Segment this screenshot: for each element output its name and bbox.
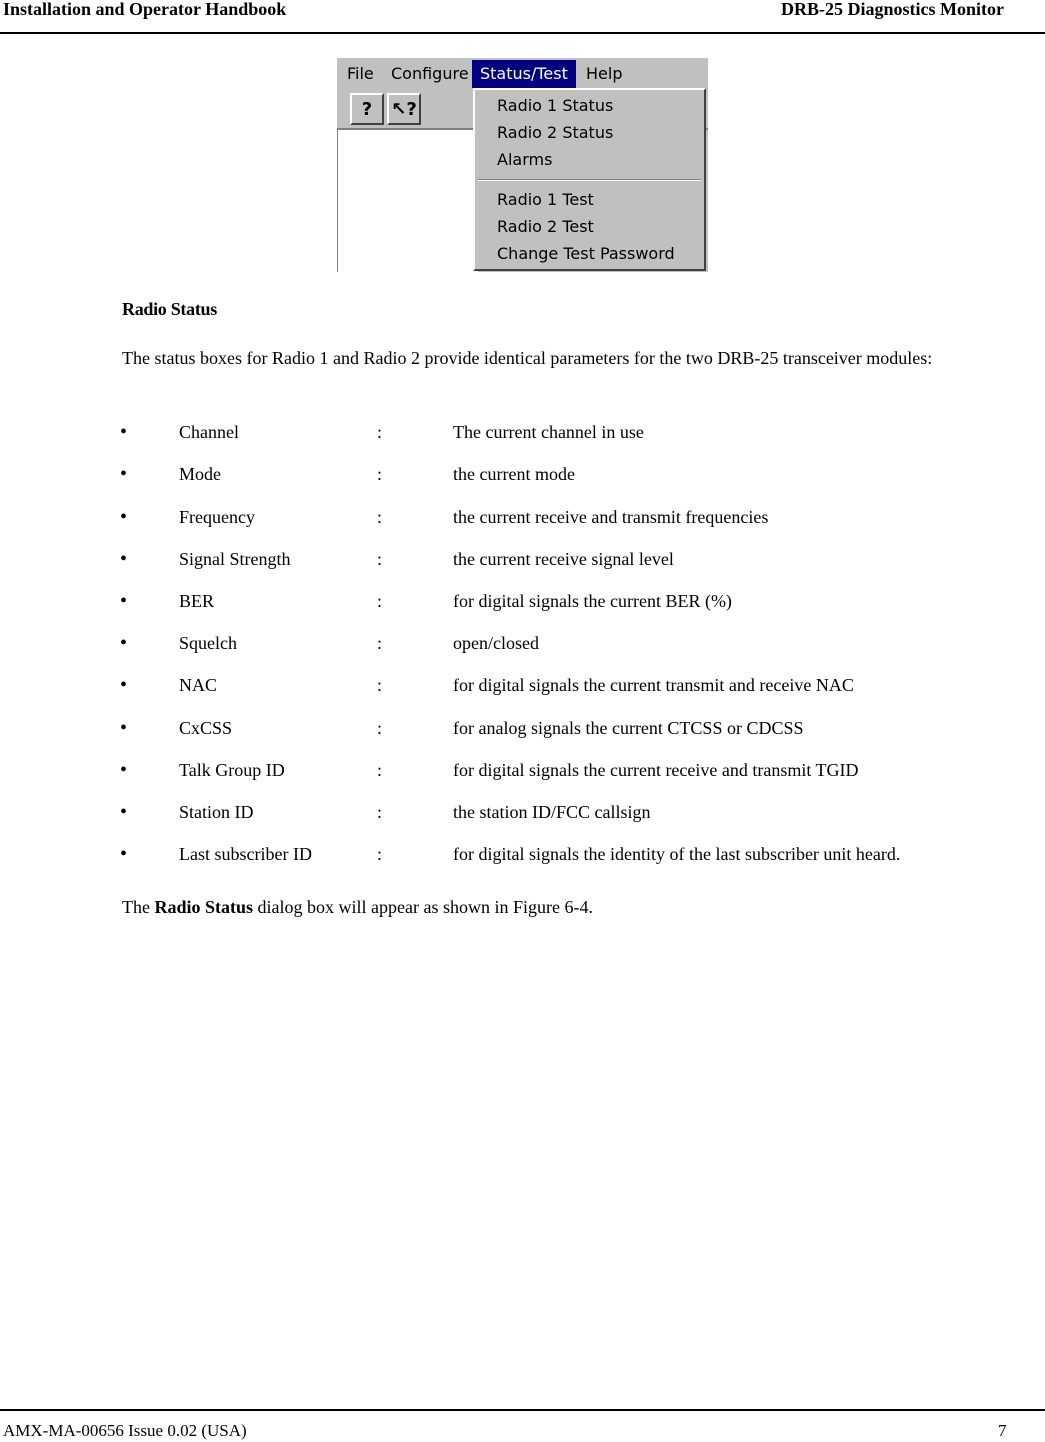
parameter-description: the station ID/FCC callsign bbox=[453, 802, 651, 822]
outro-prefix: The bbox=[122, 897, 155, 917]
menu-configure[interactable]: Configure bbox=[391, 64, 469, 83]
parameter-row bbox=[0, 718, 1045, 742]
parameter-description: for digital signals the current receive and transmit TGID bbox=[453, 760, 859, 780]
parameter-row bbox=[0, 422, 1045, 446]
parameter-row bbox=[0, 591, 1045, 615]
parameter-separator: : bbox=[377, 844, 383, 864]
parameter-row bbox=[0, 549, 1045, 573]
footer-doc-id: AMX-MA-00656 Issue 0.02 (USA) bbox=[3, 1421, 247, 1440]
client-area bbox=[337, 130, 478, 272]
bullet-icon: • bbox=[120, 632, 128, 654]
outro-suffix: dialog box will appear as shown in Figure 6-4. bbox=[253, 897, 593, 917]
parameter-name: Last subscriber ID bbox=[179, 844, 312, 864]
parameter-row bbox=[0, 507, 1045, 531]
menu-screenshot bbox=[337, 58, 708, 272]
header-title-right: DRB-25 Diagnostics Monitor bbox=[781, 0, 1004, 19]
bullet-icon: • bbox=[120, 421, 128, 443]
menu-item-change-password[interactable]: Change Test Password bbox=[497, 244, 675, 263]
bullet-icon: • bbox=[120, 801, 128, 823]
help-button[interactable]: ? bbox=[350, 93, 384, 125]
parameter-name: Squelch bbox=[179, 633, 237, 653]
parameter-name: Channel bbox=[179, 422, 239, 442]
outro-paragraph bbox=[122, 897, 593, 918]
section-title: Radio Status bbox=[122, 299, 217, 319]
outro-bold: Radio Status bbox=[154, 897, 254, 917]
parameter-description: for digital signals the current BER (%) bbox=[453, 591, 732, 611]
parameter-description: for digital signals the current transmit and receive NAC bbox=[453, 675, 854, 695]
parameter-description: the current receive signal level bbox=[453, 549, 674, 569]
parameter-separator: : bbox=[377, 760, 383, 780]
parameter-row bbox=[0, 633, 1045, 657]
parameter-description: for analog signals the current CTCSS or CDCSS bbox=[453, 718, 804, 738]
parameter-separator: : bbox=[377, 591, 383, 611]
parameter-separator: : bbox=[377, 507, 383, 527]
header-rule bbox=[0, 32, 1045, 34]
parameter-separator: : bbox=[377, 802, 383, 822]
menu-item-radio2-test[interactable]: Radio 2 Test bbox=[497, 217, 594, 236]
status-test-dropdown bbox=[473, 88, 706, 271]
parameter-row bbox=[0, 760, 1045, 784]
menu-status-test[interactable]: Status/Test bbox=[472, 60, 576, 88]
bullet-icon: • bbox=[120, 506, 128, 528]
parameter-description: the current receive and transmit frequencies bbox=[453, 507, 769, 527]
parameter-name: Talk Group ID bbox=[179, 760, 285, 780]
menu-help[interactable]: Help bbox=[586, 64, 623, 83]
parameter-description: for digital signals the identity of the last subscriber unit heard. bbox=[453, 844, 901, 864]
parameter-name: BER bbox=[179, 591, 215, 611]
parameter-row bbox=[0, 802, 1045, 826]
parameter-description: open/closed bbox=[453, 633, 539, 653]
parameter-name: CxCSS bbox=[179, 718, 233, 738]
menu-item-alarms[interactable]: Alarms bbox=[497, 150, 553, 169]
page-number: 7 bbox=[998, 1421, 1007, 1440]
parameter-name: Mode bbox=[179, 464, 221, 484]
parameter-description: The current channel in use bbox=[453, 422, 644, 442]
parameter-description: the current mode bbox=[453, 464, 575, 484]
parameter-row bbox=[0, 844, 1045, 868]
menu-separator bbox=[478, 179, 701, 181]
menu-item-radio2-status[interactable]: Radio 2 Status bbox=[497, 123, 614, 142]
intro-paragraph: The status boxes for Radio 1 and Radio 2 provide identical parameters for the two DRB-25 transceiver modules: bbox=[122, 348, 933, 368]
bullet-icon: • bbox=[120, 463, 128, 485]
parameter-name: NAC bbox=[179, 675, 218, 695]
parameter-name: Signal Strength bbox=[179, 549, 291, 569]
menu-file[interactable]: File bbox=[347, 64, 374, 83]
parameter-separator: : bbox=[377, 718, 383, 738]
menu-item-radio1-status[interactable]: Radio 1 Status bbox=[497, 96, 614, 115]
bullet-icon: • bbox=[120, 548, 128, 570]
parameter-name: Station ID bbox=[179, 802, 254, 822]
parameter-row bbox=[0, 675, 1045, 699]
bullet-icon: • bbox=[120, 590, 128, 612]
parameter-separator: : bbox=[377, 549, 383, 569]
parameter-separator: : bbox=[377, 464, 383, 484]
bullet-icon: • bbox=[120, 843, 128, 865]
bullet-icon: • bbox=[120, 759, 128, 781]
menu-item-radio1-test[interactable]: Radio 1 Test bbox=[497, 190, 594, 209]
parameter-separator: : bbox=[377, 422, 383, 442]
header-title-left: Installation and Operator Handbook bbox=[3, 0, 287, 19]
bullet-icon: • bbox=[120, 674, 128, 696]
parameter-separator: : bbox=[377, 675, 383, 695]
menu-bar bbox=[337, 58, 708, 89]
parameter-separator: : bbox=[377, 633, 383, 653]
parameter-name: Frequency bbox=[179, 507, 255, 527]
parameter-row bbox=[0, 464, 1045, 488]
context-help-button[interactable]: ↖? bbox=[387, 93, 421, 125]
footer-rule bbox=[0, 1409, 1045, 1411]
bullet-icon: • bbox=[120, 717, 128, 739]
